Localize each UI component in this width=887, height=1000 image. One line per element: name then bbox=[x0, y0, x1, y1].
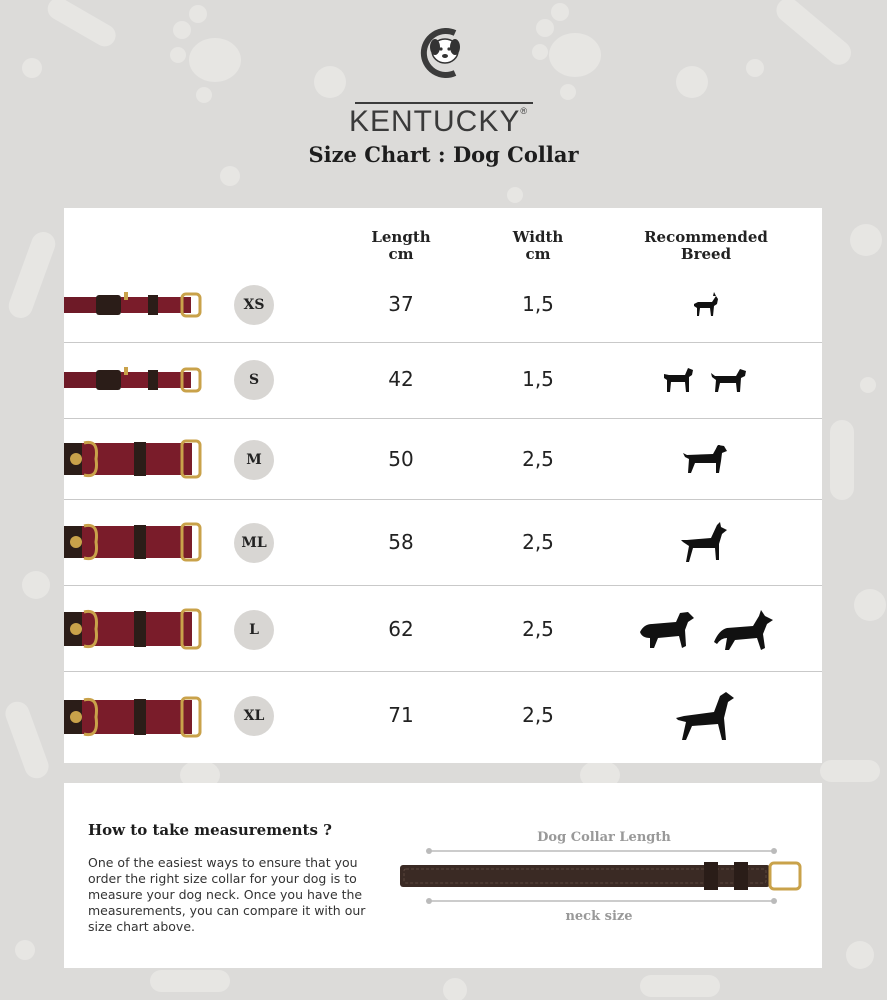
doberman-icon bbox=[679, 520, 729, 564]
table-row bbox=[64, 419, 822, 500]
length-value: 37 bbox=[388, 292, 414, 316]
table-row bbox=[64, 672, 822, 762]
logo-divider bbox=[355, 102, 533, 104]
column-header-length: Length cm bbox=[371, 228, 431, 263]
terrier-icon bbox=[661, 364, 695, 396]
column-header-width: Width cm bbox=[512, 228, 564, 263]
width-value: 1,5 bbox=[522, 292, 554, 316]
brand-wordmark: KENTUCKY® bbox=[349, 105, 528, 138]
wide-braided-collar-icon bbox=[64, 608, 204, 650]
page-title: Size Chart : Dog Collar bbox=[308, 142, 579, 167]
column-header-breed: Recommended Breed bbox=[644, 228, 768, 263]
size-badge: XL bbox=[234, 696, 274, 736]
width-value: 2,5 bbox=[522, 617, 554, 641]
size-badge: S bbox=[234, 360, 274, 400]
length-value: 71 bbox=[388, 703, 414, 727]
length-value: 62 bbox=[388, 617, 414, 641]
table-row bbox=[64, 586, 822, 672]
width-value: 1,5 bbox=[522, 367, 554, 391]
collar-length-label: Dog Collar Length bbox=[537, 830, 671, 845]
dog-head-logo-icon bbox=[415, 25, 465, 80]
width-value: 2,5 bbox=[522, 703, 554, 727]
table-row bbox=[64, 268, 822, 343]
size-badge: XS bbox=[234, 285, 274, 325]
wide-braided-collar-icon bbox=[64, 696, 204, 738]
brand-logo bbox=[345, 25, 545, 138]
neck-size-indicator bbox=[424, 896, 784, 906]
size-badge: L bbox=[234, 610, 274, 650]
measurement-description: One of the easiest ways to ensure that you order the right size collar for your dog is to measure your dog neck. Once you have the measurements, you can compare it with our size chart above. bbox=[88, 855, 366, 934]
size-badge: ML bbox=[234, 523, 274, 563]
shepherd-icon bbox=[713, 608, 775, 652]
thin-braided-collar-icon bbox=[64, 365, 204, 395]
width-value: 2,5 bbox=[522, 530, 554, 554]
chihuahua-icon bbox=[690, 290, 720, 320]
leather-collar-icon bbox=[398, 857, 808, 897]
table-row bbox=[64, 343, 822, 419]
paw-print-icon bbox=[170, 5, 241, 103]
size-chart-table bbox=[64, 208, 822, 763]
size-badge: M bbox=[234, 440, 274, 480]
length-value: 50 bbox=[388, 447, 414, 471]
length-value: 58 bbox=[388, 530, 414, 554]
great-dane-icon bbox=[674, 688, 736, 744]
wide-braided-collar-icon bbox=[64, 522, 204, 562]
collar-length-indicator bbox=[424, 846, 784, 856]
small-dog-icon bbox=[709, 364, 749, 396]
wide-braided-collar-icon bbox=[64, 439, 204, 479]
table-row bbox=[64, 500, 822, 586]
measurement-heading: How to take measurements ? bbox=[88, 821, 332, 839]
length-value: 42 bbox=[388, 367, 414, 391]
width-value: 2,5 bbox=[522, 447, 554, 471]
thin-braided-collar-icon bbox=[64, 290, 204, 320]
measurement-guide bbox=[64, 783, 822, 968]
beagle-icon bbox=[681, 439, 729, 479]
retriever-icon bbox=[638, 608, 696, 652]
neck-size-label: neck size bbox=[565, 909, 633, 924]
